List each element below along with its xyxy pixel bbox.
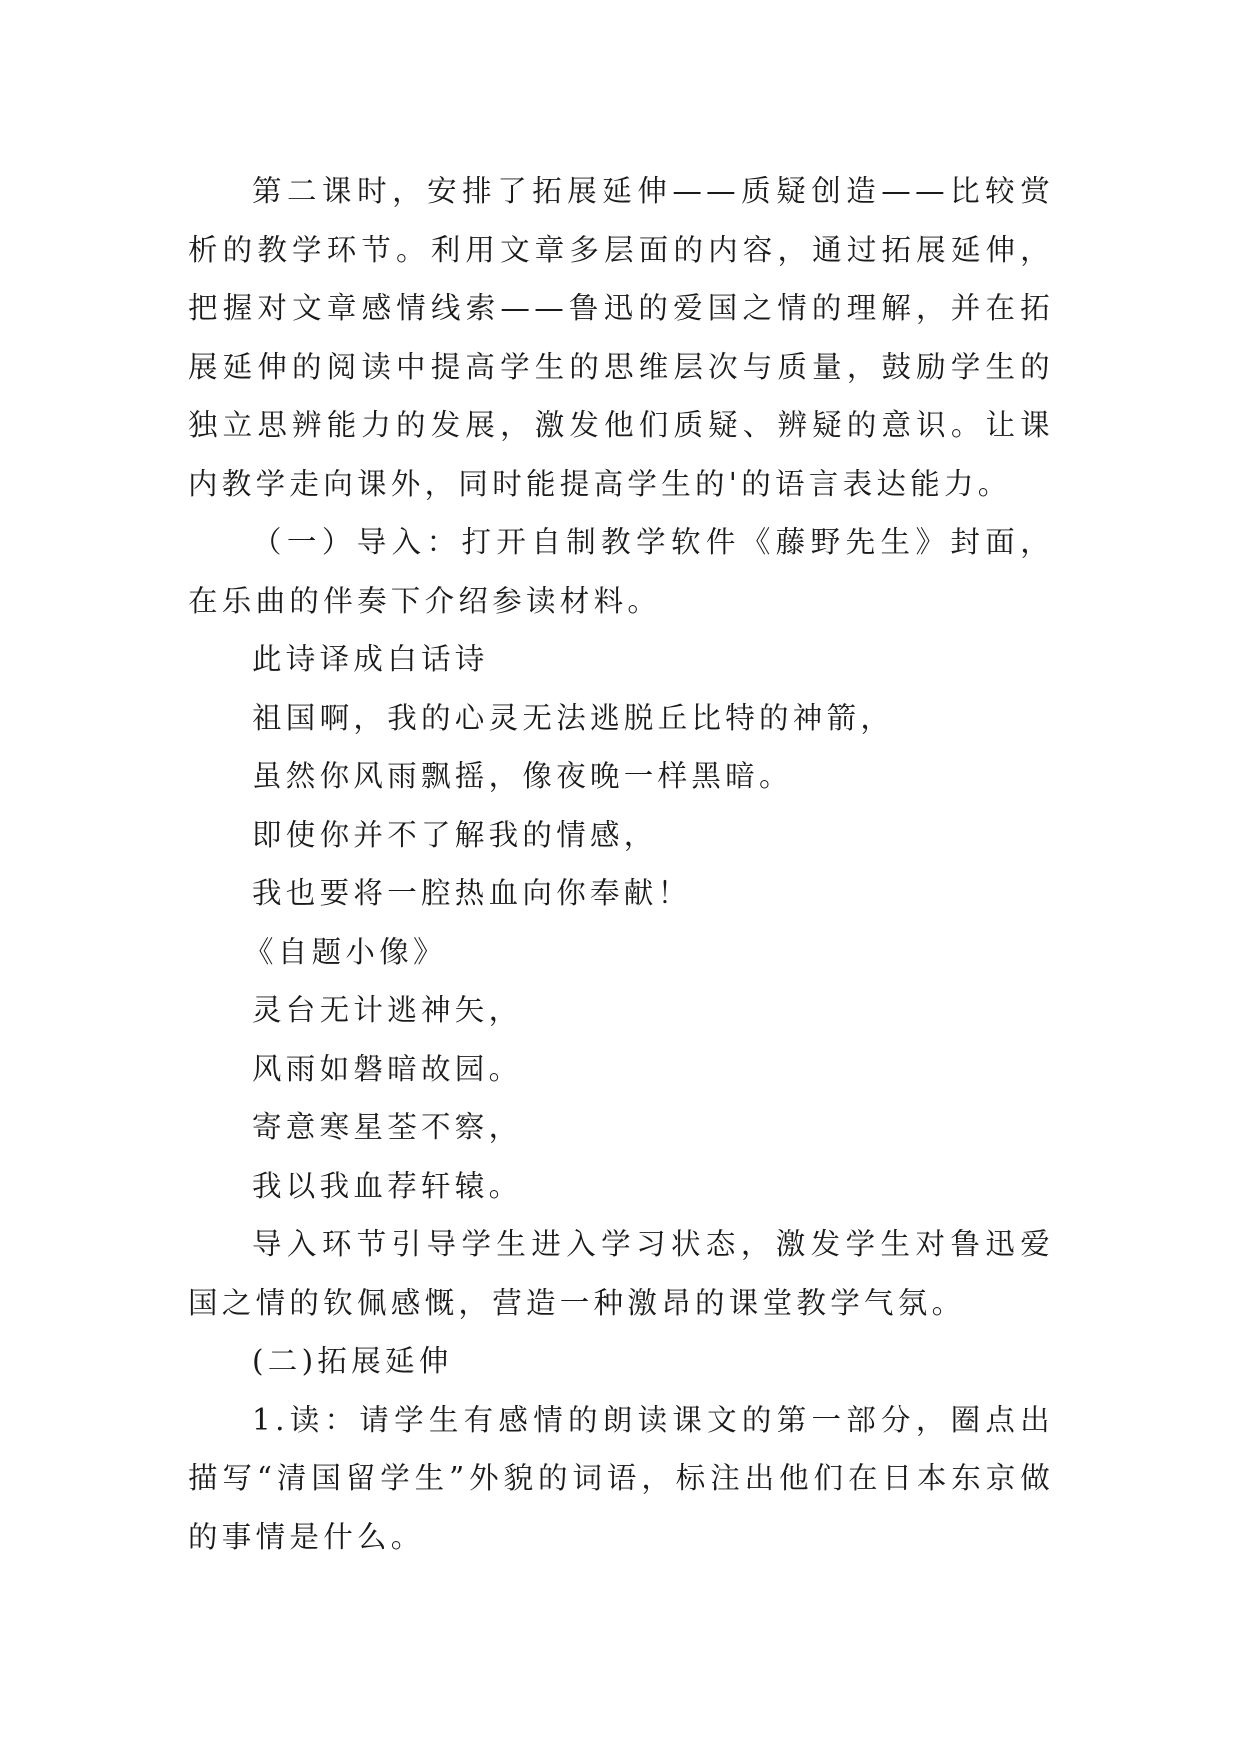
translation-line: 即使你并不了解我的情感， [252,817,658,852]
translation-line: 我也要将一腔热血向你奉献！ [252,876,692,910]
paragraph-introduction: （一）导入：打开自制教学软件《藤野先生》封面，在乐曲的伴奏下介绍参读材料。 [188,525,1054,618]
section-heading: (二)拓展延伸 [252,1344,453,1378]
paragraph-lesson-two-overview: 第二课时，安排了拓展延伸——质疑创造——比较赏析的教学环节。利用文章多层面的内容，通过拓展延伸，把握对文章感情线索——鲁迅的爱国之情的理解，并在拓展延伸的阅读中提高学生的思维层次与质量，鼓励学生的独立思辨能力的发展，激发他们质疑、辨疑的意识。让课内教学走向课外，同时能提高学生的'的语言表达能力。 [188,174,1054,501]
paragraph-introduction-purpose: 导入环节引导学生进入学习状态，激发学生对鲁迅爱国之情的钦佩感慨，营造一种激昂的课堂教学气氛。 [188,1227,1054,1320]
poem-line: 风雨如磐暗故园。 [252,1051,523,1086]
translation-line: 祖国啊，我的心灵无法逃脱丘比特的神箭， [252,700,895,735]
translation-line: 虽然你风雨飘摇，像夜晚一样黑暗。 [252,759,793,793]
translation-heading: 此诗译成白话诗 [252,642,489,676]
poem-title: 《自题小像》 [244,934,447,969]
poem-line: 我以我血荐轩辕。 [252,1168,523,1203]
poem-line: 寄意寒星荃不察， [252,1110,523,1144]
paragraph-reading-task: 1.读：请学生有感情的朗读课文的第一部分，圈点出描写“清国留学生”外貌的词语，标注出他们在日本东京做的事情是什么。 [188,1402,1054,1554]
document-body [188,162,1054,1566]
poem-line: 灵台无计逃神矢， [252,993,523,1027]
